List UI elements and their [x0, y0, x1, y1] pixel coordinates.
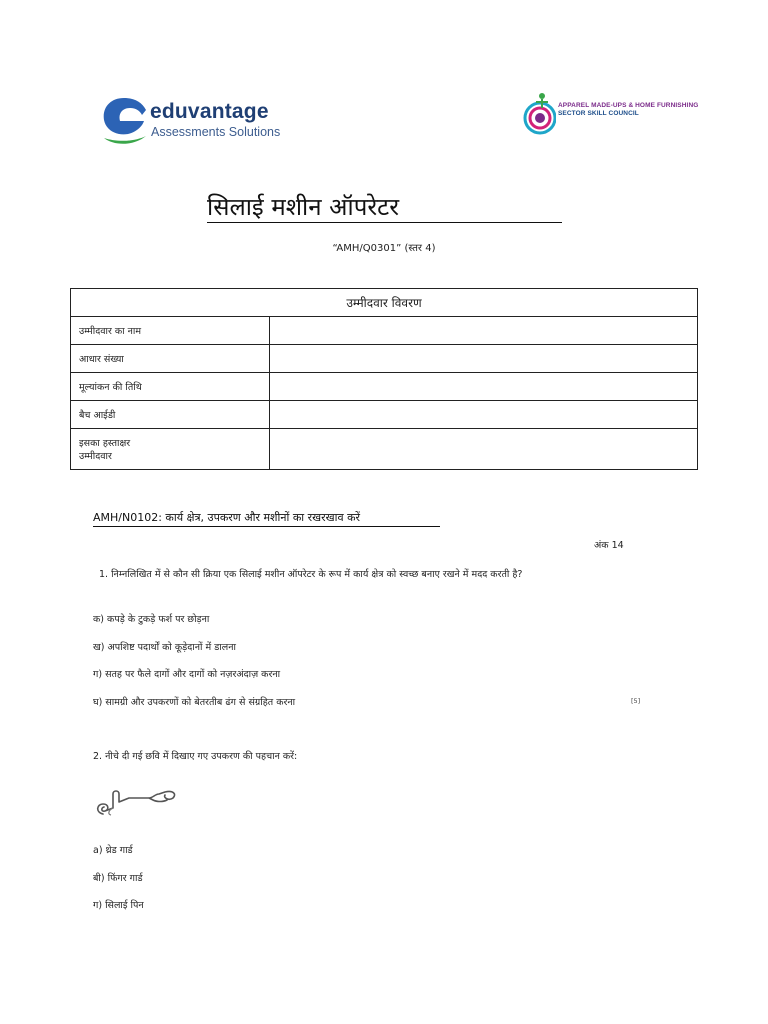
assessment-date-field[interactable]: [270, 373, 698, 401]
council-name-line2: SECTOR SKILL COUNCIL: [558, 110, 639, 117]
batch-id-label: बैच आईडी: [71, 401, 270, 429]
candidate-details-table: [70, 288, 698, 470]
signature-label: [71, 429, 270, 470]
aadhaar-number-field[interactable]: [270, 345, 698, 373]
assessment-date-label: मूल्यांकन की तिथि: [71, 373, 270, 401]
question-1-text: 1. निम्नलिखित में से कौन सी क्रिया एक सिलाई मशीन ऑपरेटर के रूप में कार्य क्षेत्र को स्वच्छ बनाए रखने में मदद करती है?: [99, 569, 523, 580]
question-1-option-d[interactable]: घ) सामग्री और उपकरणों को बेतरतीब ढंग से संग्रहित करना: [93, 697, 296, 708]
document-title: सिलाई मशीन ऑपरेटर: [207, 193, 400, 221]
eduvantage-brand: eduvantage: [150, 100, 269, 123]
section-title: AMH/N0102: कार्य क्षेत्र, उपकरण और मशीनों का रखरखाव करें: [93, 511, 440, 527]
question-1-reference: [5]: [631, 697, 641, 705]
eduvantage-mark-icon: [100, 94, 150, 148]
question-2-text: 2. नीचे दी गई छवि में दिखाए गए उपकरण की पहचान करें:: [93, 751, 298, 762]
question-1-option-b[interactable]: ख) अपशिष्ट पदार्थों को कूड़ेदानों में डालना: [93, 642, 236, 653]
eduvantage-tagline: Assessments Solutions: [151, 125, 281, 139]
qualification-code: “AMH/Q0301” (स्तर 4): [332, 243, 436, 254]
question-2-option-c[interactable]: ग) सिलाई पिन: [93, 900, 144, 911]
council-logo: [520, 88, 699, 140]
finger-guard-wire-icon: [93, 784, 185, 818]
aadhaar-number-label: आधार संख्या: [71, 345, 270, 373]
question-2-option-b[interactable]: बी) फिंगर गार्ड: [93, 873, 143, 884]
council-name-line1: APPAREL MADE-UPS & HOME FURNISHING: [558, 102, 699, 109]
eduvantage-logo: [100, 92, 290, 148]
signature-label-line1: इसका हस्ताक्षर: [79, 438, 131, 449]
document-title-container: [207, 192, 562, 223]
question-2-option-a[interactable]: a) थ्रेड गार्ड: [93, 845, 133, 856]
candidate-name-field[interactable]: [270, 317, 698, 345]
question-1-option-a[interactable]: क) कपड़े के टुकड़े फर्श पर छोड़ना: [93, 614, 210, 625]
section-marks: अंक 14: [594, 540, 624, 551]
signature-field[interactable]: [270, 429, 698, 470]
batch-id-field[interactable]: [270, 401, 698, 429]
council-mark-icon: [520, 90, 556, 138]
candidate-name-label: उम्मीदवार का नाम: [71, 317, 270, 345]
question-1-option-c[interactable]: ग) सतह पर फैले दागों और दागों को नज़रअंदाज़ करना: [93, 669, 281, 680]
candidate-table-heading: उम्मीदवार विवरण: [71, 289, 698, 317]
signature-label-line2: उम्मीदवार: [79, 451, 112, 462]
